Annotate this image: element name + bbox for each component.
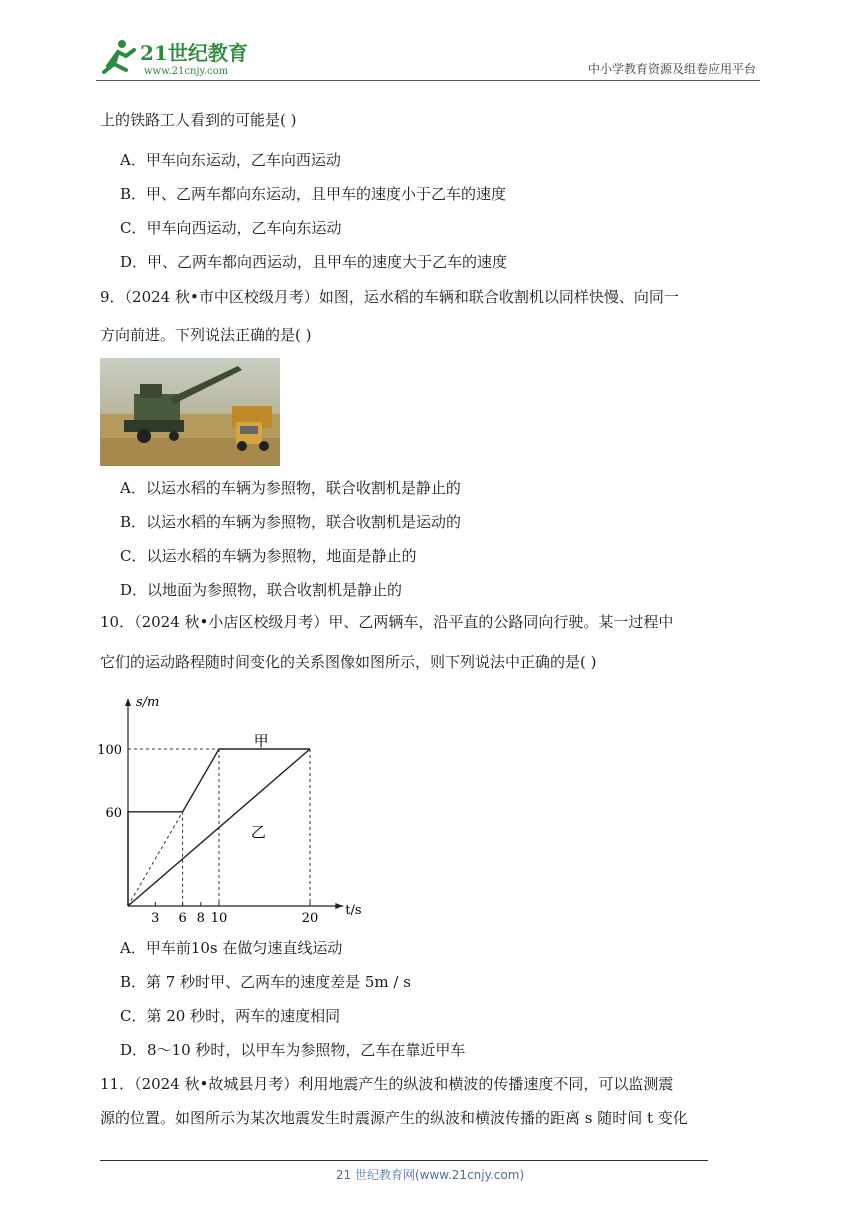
- x-tick-label: 10: [210, 911, 228, 926]
- x-tick-label: 8: [196, 911, 205, 926]
- q9-option-a: A．以运水稻的车辆为参照物，联合收割机是静止的: [120, 479, 461, 497]
- q8-option-b: B．甲、乙两车都向东运动，且甲车的速度小于乙车的速度: [120, 185, 507, 203]
- q8-option-a: A．甲车向东运动，乙车向西运动: [120, 151, 341, 169]
- runner-icon: [104, 40, 134, 72]
- footer-text: 21 世纪教育网(www.21cnjy.com): [335, 1168, 525, 1182]
- harvester-photo: [100, 358, 280, 466]
- q9-option-b: B．以运水稻的车辆为参照物，联合收割机是运动的: [120, 513, 462, 531]
- y-tick-label: 100: [97, 743, 122, 758]
- y-axis-label: s/m: [136, 695, 160, 710]
- x-tick-label: 20: [301, 911, 319, 926]
- q10-option-a: A．甲车前10s 在做匀速直线运动: [120, 939, 343, 957]
- q11-stem-line1: 11．（2024 秋•故城县月考）利用地震产生的纵波和横波的传播速度不同，可以监测震: [100, 1075, 674, 1093]
- x-tick-label: 6: [178, 911, 187, 926]
- x-axis-arrow: [335, 903, 343, 909]
- q10-stem-line2: 它们的运动路程随时间变化的关系图像如图所示，则下列说法中正确的是( ): [100, 653, 597, 671]
- y-axis-arrow: [125, 698, 131, 706]
- q10-stem-line1: 10．（2024 秋•小店区校级月考）甲、乙两辆车，沿平直的公路同向行驶。某一过程中: [100, 613, 674, 631]
- logo-url: www.21cnjy.com: [144, 66, 229, 77]
- q8-stem: 上的铁路工人看到的可能是( ): [100, 111, 297, 129]
- q11-stem-line2: 源的位置。如图所示为某次地震发生时震源产生的纵波和横波传播的距离 s 随时间 t 变化: [100, 1109, 688, 1127]
- series-yi-label: 乙: [250, 822, 266, 841]
- q10-option-c: C．第 20 秒时，两车的速度相同: [120, 1007, 341, 1025]
- s-t-graph: [97, 688, 390, 928]
- header-platform-text: 中小学教育资源及组卷应用平台: [587, 62, 756, 76]
- x-axis-label: t/s: [345, 903, 362, 918]
- guide-origin-to-6-60: [128, 812, 183, 906]
- q9-option-d: D．以地面为参照物，联合收割机是静止的: [120, 581, 403, 599]
- site-logo: [96, 36, 266, 80]
- q8-option-c: C．甲车向西运动，乙车向东运动: [120, 219, 342, 237]
- y-tick-label: 60: [105, 805, 122, 821]
- x-tick-label: 3: [151, 911, 160, 926]
- q9-option-c: C．以运水稻的车辆为参照物，地面是静止的: [120, 547, 417, 565]
- q9-stem-line2: 方向前进。下列说法正确的是( ): [100, 326, 312, 344]
- series-jia-label: 甲: [253, 732, 269, 750]
- logo-text: 21世纪教育: [140, 41, 248, 65]
- q8-option-d: D．甲、乙两车都向西运动，且甲车的速度大于乙车的速度: [120, 253, 508, 271]
- q9-stem-line1: 9．（2024 秋•市中区校级月考）如图，运水稻的车辆和联合收割机以同样快慢、向同一: [100, 288, 679, 306]
- q10-option-d: D．8～10 秒时，以甲车为参照物，乙车在靠近甲车: [120, 1041, 466, 1059]
- header-divider: [96, 80, 760, 81]
- q10-option-b: B．第 7 秒时甲、乙两车的速度差是 5m / s: [120, 973, 411, 991]
- footer-divider: [100, 1160, 708, 1161]
